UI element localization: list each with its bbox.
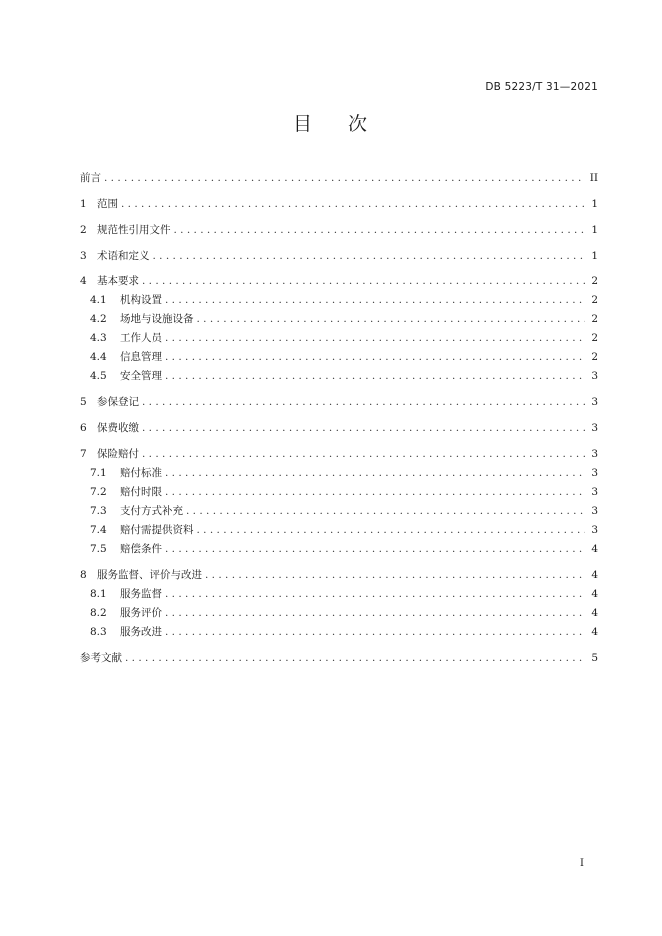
- toc-entry[interactable]: [80, 446, 598, 461]
- toc-entry-label: 赔偿条件: [120, 543, 162, 555]
- toc-entry-page: 4: [591, 588, 598, 600]
- toc-leader-dots: [104, 172, 585, 184]
- toc-leader-dots: [174, 224, 586, 236]
- toc-entry-label: 服务监督: [120, 588, 162, 600]
- toc-entry-number: 7.1: [90, 467, 107, 479]
- toc-entry-page: 4: [591, 543, 598, 555]
- toc-leader-dots: [205, 569, 585, 581]
- toc-entry[interactable]: [80, 292, 598, 307]
- toc-entry-page: 2: [591, 275, 598, 287]
- toc-entry-page: 1: [591, 250, 598, 262]
- toc-entry-label: 保险赔付: [97, 448, 139, 460]
- toc-entry[interactable]: [80, 650, 598, 665]
- toc-entry-page: 3: [591, 370, 598, 382]
- toc-entry-page: 3: [591, 486, 598, 498]
- toc-entry[interactable]: [80, 170, 598, 185]
- toc-entry-page: 3: [591, 422, 598, 434]
- toc-entry[interactable]: [80, 394, 598, 409]
- toc-entry-label: 工作人员: [120, 332, 162, 344]
- toc-entry[interactable]: [80, 222, 598, 237]
- toc-title-part1: 目: [292, 113, 314, 135]
- toc-entry-label: 范围: [97, 198, 118, 210]
- toc-entry-label: 基本要求: [97, 275, 139, 287]
- toc-leader-dots: [165, 607, 585, 619]
- toc-entry-number: 4.5: [90, 370, 107, 382]
- toc-entry[interactable]: [80, 541, 598, 556]
- toc-entry-label: 前言: [80, 172, 101, 184]
- toc-entry-page: 5: [591, 652, 598, 664]
- toc-entry-page: 2: [591, 313, 598, 325]
- toc-leader-dots: [186, 505, 585, 517]
- toc-entry-label: 服务评价: [120, 607, 162, 619]
- toc-entry-page: 1: [591, 198, 598, 210]
- toc-entry[interactable]: [80, 586, 598, 601]
- toc-leader-dots: [125, 652, 585, 664]
- toc-entry[interactable]: [80, 330, 598, 345]
- toc-entry-number: 7.4: [90, 524, 107, 536]
- toc-entry[interactable]: [80, 503, 598, 518]
- toc-entry-number: 8.3: [90, 626, 107, 638]
- toc-leader-dots: [165, 294, 585, 306]
- toc-leader-dots: [165, 486, 585, 498]
- toc-entry-label: 安全管理: [120, 370, 162, 382]
- toc-leader-dots: [142, 275, 585, 287]
- toc-entry-number: 6: [80, 422, 87, 434]
- toc-entry-label: 赔付标准: [120, 467, 162, 479]
- toc-entry-page: 4: [591, 626, 598, 638]
- toc-entry[interactable]: [80, 420, 598, 435]
- toc-entry-number: 8.1: [90, 588, 107, 600]
- toc-entry-number: 7.2: [90, 486, 107, 498]
- toc-leader-dots: [142, 448, 585, 460]
- toc-leader-dots: [197, 313, 586, 325]
- toc-entry-number: 1: [80, 198, 87, 210]
- toc-entry-number: 7: [80, 448, 87, 460]
- toc-entry-label: 服务改进: [120, 626, 162, 638]
- toc-leader-dots: [153, 250, 586, 262]
- toc-entry[interactable]: [80, 368, 598, 383]
- toc-entry[interactable]: [80, 484, 598, 499]
- toc-leader-dots: [165, 467, 585, 479]
- toc-entry-number: 7.3: [90, 505, 107, 517]
- toc-entry-number: 4.4: [90, 351, 107, 363]
- toc-leader-dots: [165, 351, 585, 363]
- table-of-contents: [80, 170, 598, 669]
- toc-leader-dots: [165, 332, 585, 344]
- toc-entry[interactable]: [80, 248, 598, 263]
- toc-entry-label: 场地与设施设备: [120, 313, 194, 325]
- toc-leader-dots: [165, 370, 585, 382]
- toc-entry[interactable]: [80, 273, 598, 288]
- toc-entry[interactable]: [80, 624, 598, 639]
- toc-entry[interactable]: [80, 349, 598, 364]
- toc-entry-label: 支付方式补充: [120, 505, 183, 517]
- toc-entry-label: 参保登记: [97, 396, 139, 408]
- toc-entry-number: 2: [80, 224, 87, 236]
- toc-entry-number: 4.1: [90, 294, 107, 306]
- toc-leader-dots: [142, 396, 585, 408]
- toc-leader-dots: [142, 422, 585, 434]
- toc-entry-number: 4.3: [90, 332, 107, 344]
- toc-entry-label: 服务监督、评价与改进: [97, 569, 202, 581]
- toc-entry-page: 3: [591, 524, 598, 536]
- toc-entry-page: 4: [591, 607, 598, 619]
- toc-entry-label: 赔付需提供资料: [120, 524, 194, 536]
- toc-entry[interactable]: [80, 311, 598, 326]
- toc-entry-number: 4: [80, 275, 87, 287]
- toc-leader-dots: [165, 626, 585, 638]
- toc-entry-page: 2: [591, 351, 598, 363]
- toc-entry-number: 8: [80, 569, 87, 581]
- toc-entry-label: 机构设置: [120, 294, 162, 306]
- toc-leader-dots: [165, 588, 585, 600]
- toc-entry-page: 1: [591, 224, 598, 236]
- toc-title-part2: 次: [348, 113, 370, 135]
- toc-entry[interactable]: [80, 522, 598, 537]
- toc-leader-dots: [197, 524, 586, 536]
- toc-entry[interactable]: [80, 605, 598, 620]
- toc-entry-page: 4: [591, 569, 598, 581]
- toc-entry-page: 3: [591, 448, 598, 460]
- toc-title: [0, 109, 662, 136]
- toc-entry-label: 保费收缴: [97, 422, 139, 434]
- toc-entry-page: 3: [591, 396, 598, 408]
- page-number: I: [580, 858, 584, 869]
- toc-entry[interactable]: [80, 196, 598, 211]
- toc-leader-dots: [121, 198, 585, 210]
- toc-entry[interactable]: [80, 465, 598, 480]
- toc-entry-number: 8.2: [90, 607, 107, 619]
- toc-entry-page: II: [589, 172, 598, 184]
- toc-entry-label: 赔付时限: [120, 486, 162, 498]
- toc-entry-label: 术语和定义: [97, 250, 150, 262]
- toc-entry[interactable]: [80, 567, 598, 582]
- toc-entry-number: 5: [80, 396, 87, 408]
- standard-code: DB 5223/T 31—2021: [485, 81, 598, 93]
- toc-entry-label: 规范性引用文件: [97, 224, 171, 236]
- toc-entry-page: 3: [591, 505, 598, 517]
- toc-entry-number: 3: [80, 250, 87, 262]
- toc-entry-label: 参考文献: [80, 652, 122, 664]
- toc-entry-page: 3: [591, 467, 598, 479]
- toc-entry-label: 信息管理: [120, 351, 162, 363]
- toc-entry-page: 2: [591, 294, 598, 306]
- toc-entry-number: 7.5: [90, 543, 107, 555]
- toc-leader-dots: [165, 543, 585, 555]
- toc-entry-number: 4.2: [90, 313, 107, 325]
- toc-entry-page: 2: [591, 332, 598, 344]
